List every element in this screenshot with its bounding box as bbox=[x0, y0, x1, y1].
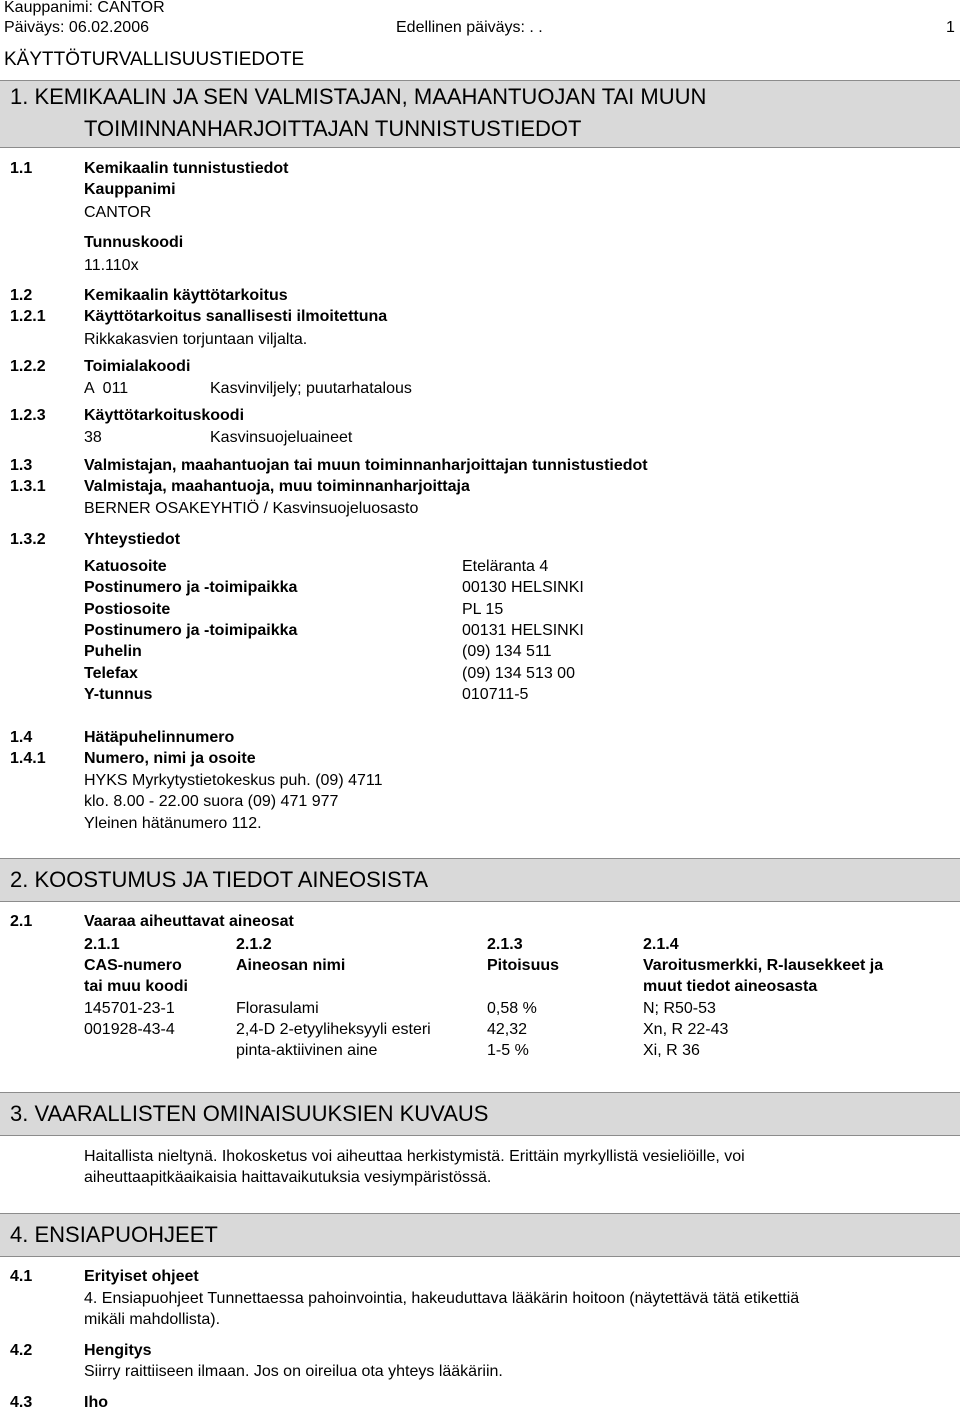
section-3-heading: 3. VAARALLISTEN OMINAISUUKSIEN KUVAUS bbox=[10, 1101, 489, 1126]
hazard-text-line: Haitallista nieltynä. Ihokosketus voi aiheuttaa herkistymistä. Erittäin myrkyllistä vesieliöille, voi bbox=[84, 1148, 745, 1165]
s4-3-label: Iho bbox=[84, 1394, 108, 1411]
table-cell: 145701-23-1 bbox=[84, 1000, 175, 1017]
table-header: muut tiedot aineosasta bbox=[643, 978, 818, 995]
s2-1-label: Vaaraa aiheuttavat aineosat bbox=[84, 913, 294, 930]
s4-2-label: Hengitys bbox=[84, 1342, 152, 1359]
first-aid-line: 4. Ensiapuohjeet Tunnettaessa pahoinvointia, hakeuduttava lääkärin hoitoon (näytettävä tätä etikettiä bbox=[84, 1290, 800, 1307]
s4-3-number: 4.3 bbox=[10, 1394, 33, 1411]
s2-1-number: 2.1 bbox=[10, 913, 33, 930]
s1-2-number: 1.2 bbox=[10, 287, 33, 304]
trade-name-label: Kauppanimi bbox=[84, 181, 176, 198]
industry-description: Kasvinviljely; puutarhatalous bbox=[210, 380, 412, 397]
section-2-band bbox=[0, 858, 960, 902]
section-1-heading-line1: 1. KEMIKAALIN JA SEN VALMISTAJAN, MAAHANTUOJAN TAI MUUN bbox=[10, 84, 707, 109]
table-header: CAS-numero bbox=[84, 957, 182, 974]
contact-value: Eteläranta 4 bbox=[462, 558, 549, 575]
header-previous-date: Edellinen päiväys: . . bbox=[396, 19, 543, 36]
use-code: 38 bbox=[84, 429, 102, 446]
s1-4-number: 1.4 bbox=[10, 729, 33, 746]
trade-name-value: CANTOR bbox=[84, 204, 152, 221]
s1-2-label: Kemikaalin käyttötarkoitus bbox=[84, 287, 288, 304]
section-1-heading-line2: TOIMINNANHARJOITTAJAN TUNNISTUSTIEDOT bbox=[84, 116, 582, 141]
table-cell: 0,58 % bbox=[487, 1000, 537, 1017]
table-column-number: 2.1.4 bbox=[643, 936, 679, 953]
emergency-line: Yleinen hätänumero 112. bbox=[84, 815, 262, 832]
s1-3-2-label: Yhteystiedot bbox=[84, 531, 181, 548]
section-1-band bbox=[0, 80, 960, 148]
s1-3-1-label: Valmistaja, maahantuoja, muu toiminnanharjoittaja bbox=[84, 478, 470, 495]
contact-value: (09) 134 511 bbox=[462, 643, 552, 660]
table-cell: 2,4-D 2-etyyliheksyyli esteri bbox=[236, 1021, 431, 1038]
first-aid-line: mikäli mahdollista). bbox=[84, 1311, 221, 1328]
s1-4-label: Hätäpuhelinnumero bbox=[84, 729, 235, 746]
s1-2-2-label: Toimialakoodi bbox=[84, 358, 191, 375]
contact-key: Telefax bbox=[84, 665, 138, 682]
section-3-band bbox=[0, 1092, 960, 1136]
section-2-heading: 2. KOOSTUMUS JA TIEDOT AINEOSISTA bbox=[10, 867, 429, 892]
emergency-line: klo. 8.00 - 22.00 suora (09) 471 977 bbox=[84, 793, 339, 810]
table-cell: 1-5 % bbox=[487, 1042, 529, 1059]
table-header: Pitoisuus bbox=[487, 957, 560, 974]
table-cell: 42,32 bbox=[487, 1021, 528, 1038]
table-header: Aineosan nimi bbox=[236, 957, 346, 974]
s1-2-2-number: 1.2.2 bbox=[10, 358, 46, 375]
s1-2-1-text: Rikkakasvien torjuntaan viljalta. bbox=[84, 331, 308, 348]
emergency-line: HYKS Myrkytystietokeskus puh. (09) 4711 bbox=[84, 772, 383, 789]
table-column-number: 2.1.1 bbox=[84, 936, 120, 953]
contact-value: (09) 134 513 00 bbox=[462, 665, 575, 682]
contact-key: Puhelin bbox=[84, 643, 142, 660]
table-cell: pinta-aktiivinen aine bbox=[236, 1042, 378, 1059]
breathing-text: Siirry raittiiseen ilmaan. Jos on oireilua ota yhteys lääkäriin. bbox=[84, 1363, 503, 1380]
contact-key: Postinumero ja -toimipaikka bbox=[84, 579, 298, 596]
s1-3-number: 1.3 bbox=[10, 457, 33, 474]
contact-value: PL 15 bbox=[462, 601, 504, 618]
table-cell: Xn, R 22-43 bbox=[643, 1021, 729, 1038]
code-value: 11.110x bbox=[84, 257, 139, 274]
header-trade-name: Kauppanimi: CANTOR bbox=[4, 0, 165, 16]
s1-3-2-number: 1.3.2 bbox=[10, 531, 46, 548]
s1-2-3-number: 1.2.3 bbox=[10, 407, 46, 424]
contact-key: Y-tunnus bbox=[84, 686, 153, 703]
s1-3-label: Valmistajan, maahantuojan tai muun toiminnanharjoittajan tunnistustiedot bbox=[84, 457, 648, 474]
contact-value: 010711-5 bbox=[462, 686, 529, 703]
contact-key: Postiosoite bbox=[84, 601, 171, 618]
contact-key: Katuosoite bbox=[84, 558, 167, 575]
table-header: Varoitusmerkki, R-lausekkeet ja bbox=[643, 957, 884, 974]
table-cell: Florasulami bbox=[236, 1000, 319, 1017]
manufacturer-name: BERNER OSAKEYHTIÖ / Kasvinsuojeluosasto bbox=[84, 500, 419, 517]
table-cell: Xi, R 36 bbox=[643, 1042, 700, 1059]
s1-3-1-number: 1.3.1 bbox=[10, 478, 46, 495]
table-cell: N; R50-53 bbox=[643, 1000, 716, 1017]
code-label: Tunnuskoodi bbox=[84, 234, 184, 251]
s4-2-number: 4.2 bbox=[10, 1342, 33, 1359]
s1-1-label: Kemikaalin tunnistustiedot bbox=[84, 160, 289, 177]
s1-2-1-label: Käyttötarkoitus sanallisesti ilmoitettuna bbox=[84, 308, 388, 325]
s1-4-1-number: 1.4.1 bbox=[10, 750, 46, 767]
section-4-band bbox=[0, 1213, 960, 1257]
contact-value: 00130 HELSINKI bbox=[462, 579, 584, 596]
section-4-heading: 4. ENSIAPUOHJEET bbox=[10, 1222, 218, 1247]
contact-value: 00131 HELSINKI bbox=[462, 622, 584, 639]
document-title: KÄYTTÖTURVALLISUUSTIEDOTE bbox=[4, 49, 305, 70]
use-description: Kasvinsuojeluaineet bbox=[210, 429, 353, 446]
table-column-number: 2.1.2 bbox=[236, 936, 272, 953]
page-number: 1 bbox=[946, 19, 955, 36]
hazard-text-line: aiheuttaapitkäaikaisia haittavaikutuksia vesiympäristössä. bbox=[84, 1169, 492, 1186]
table-column-number: 2.1.3 bbox=[487, 936, 523, 953]
industry-code: A 011 bbox=[84, 380, 129, 397]
s4-1-number: 4.1 bbox=[10, 1268, 33, 1285]
s1-2-3-label: Käyttötarkoituskoodi bbox=[84, 407, 245, 424]
s1-4-1-label: Numero, nimi ja osoite bbox=[84, 750, 256, 767]
header-date: Päiväys: 06.02.2006 bbox=[4, 19, 149, 36]
contact-key: Postinumero ja -toimipaikka bbox=[84, 622, 298, 639]
s4-1-label: Erityiset ohjeet bbox=[84, 1268, 199, 1285]
table-cell: 001928-43-4 bbox=[84, 1021, 175, 1038]
s1-2-1-number: 1.2.1 bbox=[10, 308, 46, 325]
table-header: tai muu koodi bbox=[84, 978, 188, 995]
s1-1-number: 1.1 bbox=[10, 160, 33, 177]
